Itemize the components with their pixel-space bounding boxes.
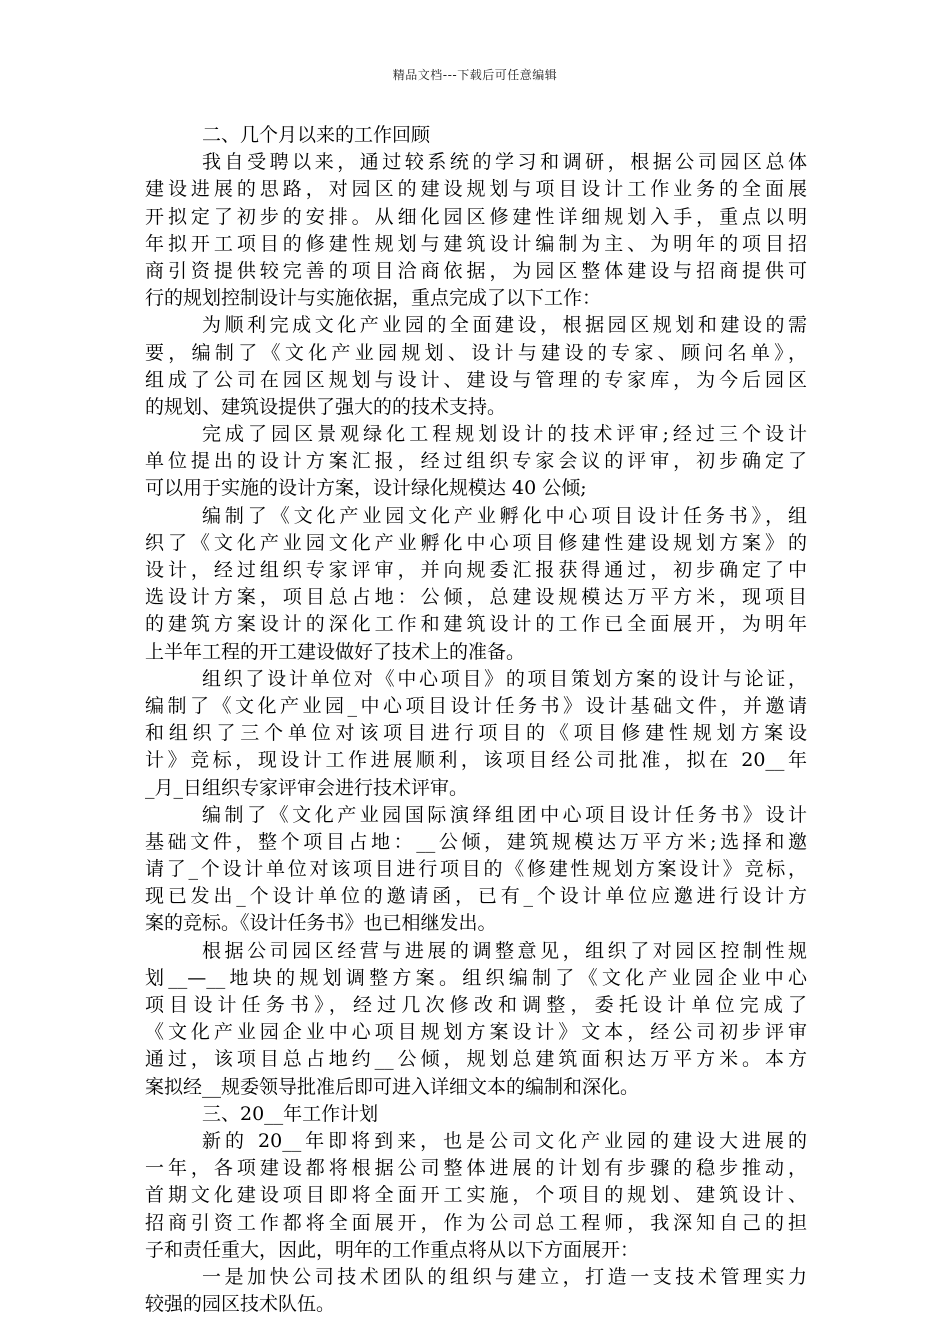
text-line: 《文化产业园企业中心项目规划方案设计》文本，经公司初步评审 [145,1021,807,1044]
text-line: 编制了《文化产业园_中心项目设计任务书》设计基础文件，并邀请 [145,694,807,717]
text-line: 基础文件，整个项目占地：__公倾，建筑规模达万平方米;选择和邀 [145,830,807,853]
text-line: 开拟定了初步的安排。从细化园区修建性详细规划入手，重点以明 [145,205,807,228]
text-line: 较强的园区技术队伍。 [145,1293,336,1316]
text-line: 新的 20__年即将到来，也是公司文化产业园的建设大进展的 [202,1129,807,1152]
text-line: 一是加快公司技术团队的组织与建立，打造一支技术管理实力 [202,1265,807,1288]
text-line: 请了_个设计单位对该项目进行项目的《修建性规划方案设计》竞标， [145,858,807,881]
text-line: 选设计方案，项目总占地：公倾，总建设规模达万平方米，现项目 [145,586,807,609]
text-line: 为顺利完成文化产业园的全面建设，根据园区规划和建设的需 [202,314,807,337]
text-line: _月_日组织专家评审会进行技术评审。 [145,776,469,799]
text-line: 完成了园区景观绿化工程规划设计的技术评审;经过三个设计 [202,423,807,446]
text-line: 设计，经过组织专家评审，并向规委汇报获得通过，初步确定了中 [145,559,807,581]
text-line: 案拟经__规委领导批准后即可进入详细文本的编制和深化。 [145,1075,640,1098]
text-line: 通过，该项目总占地约__公倾，规划总建筑面积达万平方米。本方 [145,1048,807,1071]
text-line: 的建筑方案设计的深化工作和建筑设计的工作已全面展开，为明年 [145,613,807,636]
text-line: 一年，各项建设都将根据公司整体进展的计划有步骤的稳步推动， [145,1157,807,1180]
text-line: 二、几个月以来的工作回顾 [202,124,431,146]
text-line: 我自受聘以来，通过较系统的学习和调研，根据公司园区总体 [202,151,807,174]
text-line: 划__—__地块的规划调整方案。组织编制了《文化产业园企业中心 [145,966,807,989]
text-line: 现已发出_个设计单位的邀请函，已有_个设计单位应邀进行设计方 [145,885,807,908]
text-line: 的规划、建筑设提供了强大的的技术支持。 [145,395,507,418]
text-line: 商引资提供较完善的项目洽商依据，为园区整体建设与招商提供可 [145,259,807,282]
text-line: 建设进展的思路，对园区的建设规划与项目设计工作业务的全面展 [145,178,807,201]
text-line: 计》竞标，现设计工作进展顺利，该项目经公司批准，拟在 20__年 [145,749,807,772]
text-line: 编制了《文化产业园文化产业孵化中心项目设计任务书》，组 [202,504,807,527]
text-line: 三、20__年工作计划 [202,1102,379,1125]
text-line: 子和责任重大，因此，明年的工作重点将从以下方面展开： [145,1238,640,1261]
text-line: 年拟开工项目的修建性规划与建筑设计编制为主、为明年的项目招 [145,232,807,255]
text-line: 上半年工程的开工建设做好了技术上的准备。 [145,640,526,663]
text-line: 招商引资工作都将全面展开，作为公司总工程师，我深知自己的担 [145,1211,807,1234]
text-line: 组成了公司在园区规划与设计、建设与管理的专家库，为今后园区 [145,368,807,391]
text-line: 案的竞标。《设计任务书》也已相继发出。 [145,912,497,935]
text-line: 编制了《文化产业园国际演绎组团中心项目设计任务书》设计 [202,803,807,826]
text-line: 要，编制了《文化产业园规划、设计与建设的专家、顾问名单》， [145,341,807,364]
text-line: 单位提出的设计方案汇报，经过组织专家会议的评审，初步确定了 [145,450,807,473]
text-line: 可以用于实施的设计方案，设计绿化规模达 40 公倾; [145,477,587,500]
text-line: 和组织了三个单位对该项目进行项目的《项目修建性规划方案设 [145,722,807,745]
text-line: 行的规划控制设计与实施依据，重点完成了以下工作： [145,287,602,310]
text-line: 组织了设计单位对《中心项目》的项目策划方案的设计与论证， [202,667,807,690]
text-line: 织了《文化产业园文化产业孵化中心项目修建性建设规划方案》的 [145,531,807,554]
text-line: 首期文化建设项目即将全面开工实施，个项目的规划、建筑设计、 [145,1184,807,1207]
text-line: 项目设计任务书》，经过几次修改和调整，委托设计单位完成了 [145,994,807,1016]
document-body [145,122,807,1318]
page-header: 精品文档---下载后可任意编辑 [392,68,558,82]
text-line: 根据公司园区经营与进展的调整意见，组织了对园区控制性规 [202,939,807,962]
